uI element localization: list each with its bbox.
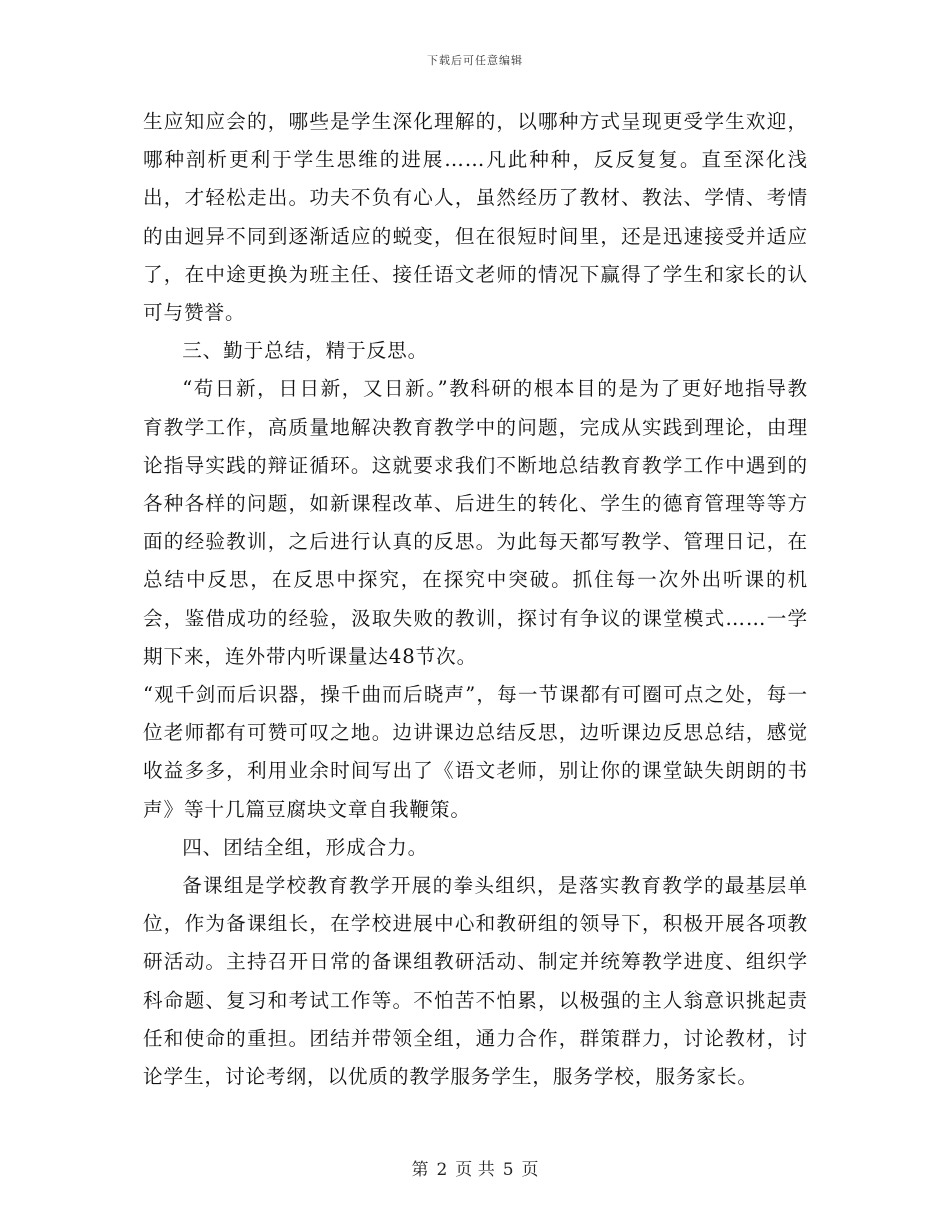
page-total: 5 [502, 1160, 514, 1180]
footer-prefix: 第 [411, 1160, 429, 1180]
page-number: 2 [436, 1160, 448, 1180]
paragraph-2: “苟日新，日日新，又日新。”教科研的根本目的是为了更好地指导教育教学工作，高质量地解决教育教学中的问题，完成从实践到理论，由理论指导实践的辩证循环。这就要求我们不断地总结教育教学工作中遇到的各种各样的问题，如新课程改革、后进生的转化、学生的德育管理等等方面的经验教训，之后进行认真的反思。为此每天都写教学、管理日记，在总结中反思，在反思中探究，在探究中突破。抓住每一次外出听课的机会，鉴借成功的经验，汲取失败的教训，探讨有争议的课堂模式……一学期下来，连外带内听课量达48节次。 [143, 377, 808, 668]
page-footer [0, 1155, 950, 1180]
paragraph-4: 备课组是学校教育教学开展的拳头组织，是落实教育教学的最基层单位，作为备课组长，在学校进展中心和教研组的领导下，积极开展各项教研活动。主持召开日常的备课组教研活动、制定并统筹教学进度、组织学科命题、复习和考试工作等。不怕苦不怕累，以极强的主人翁意识挑起责任和使命的重担。团结并带领全组，通力合作，群策群力，讨论教材，讨论学生，讨论考纲，以优质的教学服务学生，服务学校，服务家长。 [143, 874, 808, 1089]
footer-suffix: 页 [521, 1160, 539, 1180]
section-heading-4: 四、团结全组，形成合力。 [182, 835, 429, 859]
section-heading-3: 三、勤于总结，精于反思。 [182, 339, 429, 363]
paragraph-3: “观千剑而后识器，操千曲而后晓声”，每一节课都有可圈可点之处，每一位老师都有可赞可叹之地。边讲课边总结反思，边听课边反思总结，感觉收益多多，利用业余时间写出了《语文老师，别让你的课堂缺失朗朗的书声》等十几篇豆腐块文章自我鞭策。 [143, 683, 808, 821]
page-header: 下载后可任意编辑 [427, 54, 523, 67]
document-body [143, 103, 808, 1096]
paragraph-1: 生应知应会的，哪些是学生深化理解的，以哪种方式呈现更受学生欢迎，哪种剖析更利于学生思维的进展……凡此种种，反反复复。直至深化浅出，才轻松走出。功夫不负有心人，虽然经历了教材、教法、学情、考情的由迥异不同到逐渐适应的蜕变，但在很短时间里，还是迅速接受并适应了，在中途更换为班主任、接任语文老师的情况下赢得了学生和家长的认可与赞誉。 [143, 110, 808, 325]
footer-mid: 页 共 [455, 1160, 495, 1180]
